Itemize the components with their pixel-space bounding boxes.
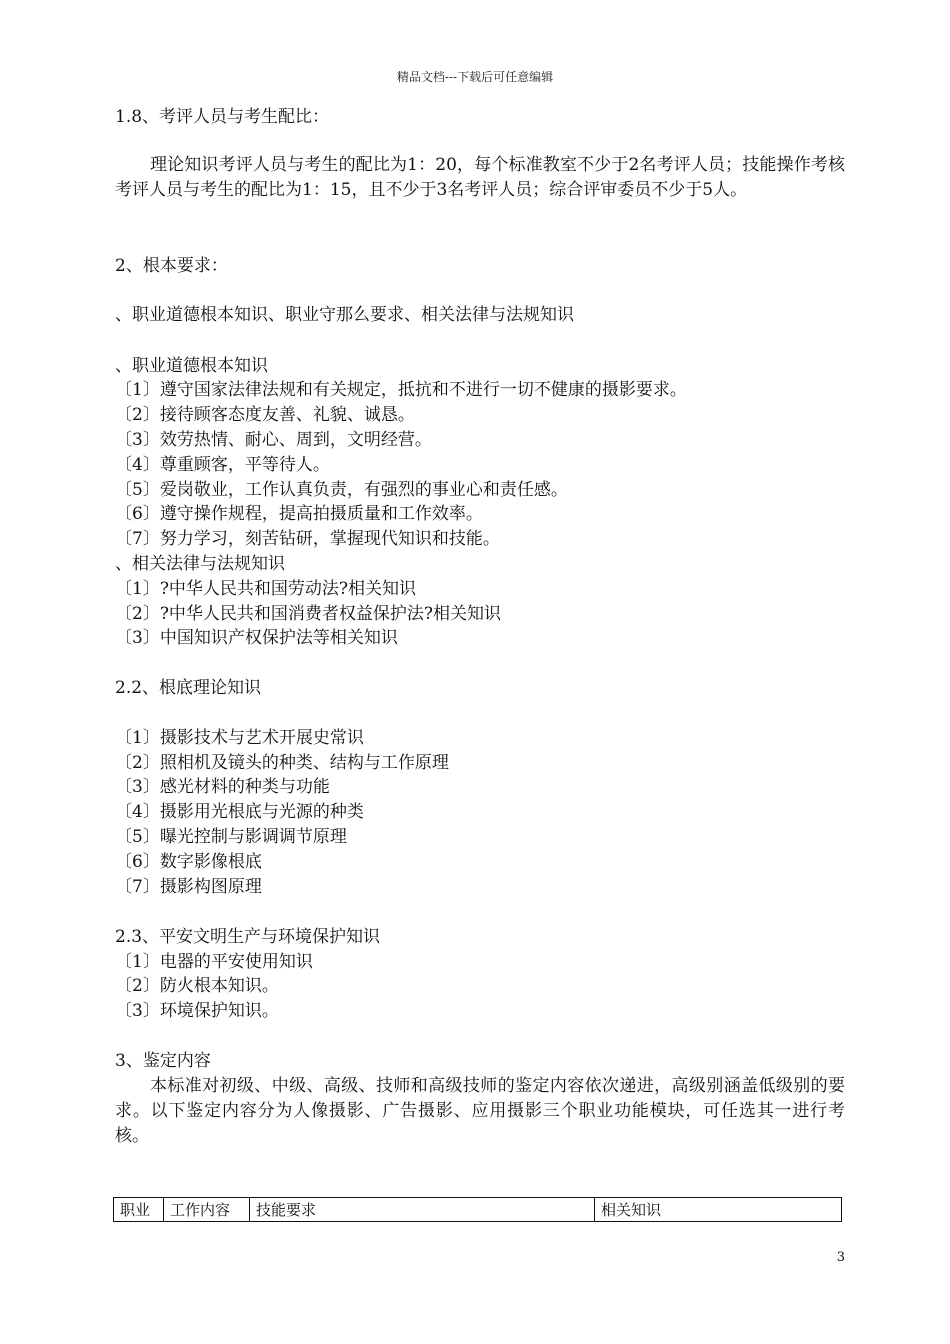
list-item: 〔1〕电器的平安使用知识 xyxy=(115,952,313,972)
list-item: 〔1〕?中华人民共和国劳动法?相关知识 xyxy=(115,579,417,599)
section-2-2-heading: 2.2、根底理论知识 xyxy=(115,678,262,698)
section-2-subheading: 、职业道德根本知识、职业守那么要求、相关法律与法规知识 xyxy=(115,305,574,325)
section-3-body: 本标准对初级、中级、高级、技师和高级技师的鉴定内容依次递进，高级别涵盖低级别的要求。以下鉴定内容分为人像摄影、广告摄影、应用摄影三个职业功能模块，可任选其一进行考核。 xyxy=(115,1076,845,1146)
list-item: 〔7〕努力学习，刻苦钻研，掌握现代知识和技能。 xyxy=(115,529,500,549)
section-2-3-heading: 2.3、平安文明生产与环境保护知识 xyxy=(115,927,381,947)
section-3-heading: 3、鉴定内容 xyxy=(115,1051,211,1071)
list-item: 〔3〕环境保护知识。 xyxy=(115,1001,279,1021)
list-item: 〔1〕摄影技术与艺术开展史常识 xyxy=(115,728,364,748)
page-number: 3 xyxy=(836,1250,845,1265)
section-2-heading: 2、根本要求： xyxy=(115,256,228,276)
list-item: 〔2〕防火根本知识。 xyxy=(115,976,279,996)
list-item: 〔5〕爱岗敬业，工作认真负责，有强烈的事业心和责任感。 xyxy=(115,480,568,500)
list-item: 〔3〕感光材料的种类与功能 xyxy=(115,777,330,797)
table-header-row xyxy=(114,1198,842,1222)
ethics-heading: 、职业道德根本知识 xyxy=(115,356,268,376)
list-item: 〔3〕效劳热情、耐心、周到，文明经营。 xyxy=(115,430,432,450)
list-item: 〔6〕数字影像根底 xyxy=(115,852,262,872)
list-item: 〔2〕?中华人民共和国消费者权益保护法?相关知识 xyxy=(115,604,502,624)
table-header-cell: 技能要求 xyxy=(250,1198,595,1222)
section-1-8-heading: 1.8、考评人员与考生配比： xyxy=(115,107,330,127)
list-item: 〔6〕遵守操作规程，提高拍摄质量和工作效率。 xyxy=(115,504,483,524)
list-item: 〔5〕曝光控制与影调调节原理 xyxy=(115,827,347,847)
list-item: 〔2〕接待顾客态度友善、礼貌、诚恳。 xyxy=(115,405,415,425)
appraisal-table xyxy=(113,1197,842,1222)
table-header-cell: 职业 xyxy=(114,1198,164,1222)
section-1-8-body: 理论知识考评人员与考生的配比为1：20，每个标准教室不少于2名考评人员；技能操作考核考评人员与考生的配比为1：15，且不少于3名考评人员；综合评审委员不少于5人。 xyxy=(115,155,845,200)
list-item: 〔2〕照相机及镜头的种类、结构与工作原理 xyxy=(115,753,449,773)
table-header-cell: 相关知识 xyxy=(595,1198,842,1222)
table-header-cell: 工作内容 xyxy=(164,1198,250,1222)
list-item: 〔4〕摄影用光根底与光源的种类 xyxy=(115,802,364,822)
list-item: 〔7〕摄影构图原理 xyxy=(115,877,262,897)
list-item: 〔4〕尊重顾客，平等待人。 xyxy=(115,455,330,475)
law-heading: 、相关法律与法规知识 xyxy=(115,554,285,574)
list-item: 〔1〕遵守国家法律法规和有关规定，抵抗和不进行一切不健康的摄影要求。 xyxy=(115,380,687,400)
list-item: 〔3〕中国知识产权保护法等相关知识 xyxy=(115,628,398,648)
page-header: 精品文档---下载后可任意编辑 xyxy=(396,70,554,84)
